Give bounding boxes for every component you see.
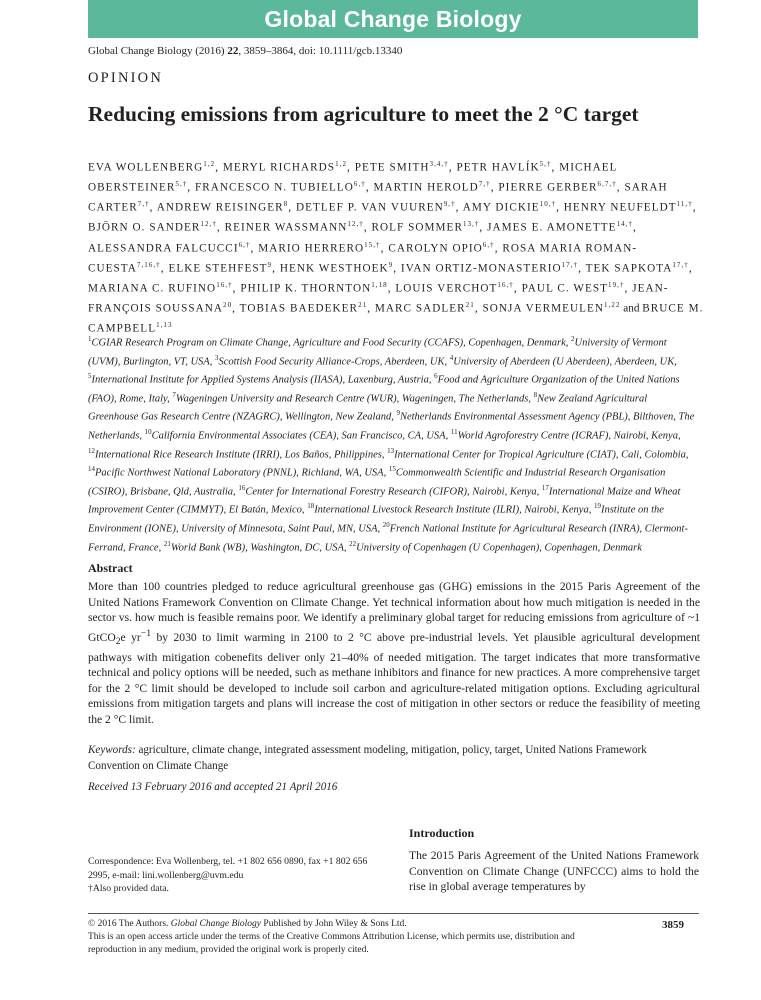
- affiliation-text: Commonwealth Scientific and Industrial Research Organisation (CSIRO), Brisbane, Qld, Australia,: [88, 467, 666, 498]
- affiliation-text: International Rice Research Institute (IRRI), Los Baños, Philippines,: [95, 449, 385, 461]
- affiliation-text: Pacific Northwest National Laboratory (PNNL), Richland, WA, USA,: [95, 467, 387, 479]
- author-affiliation-marker: 17,†: [561, 260, 579, 269]
- page-number: 3859: [662, 919, 684, 931]
- author-affiliation-marker: 7,16,†: [136, 260, 161, 269]
- affiliation-number: 20: [382, 520, 390, 529]
- author-affiliation-marker: 14,†: [616, 220, 633, 229]
- author-affiliation-marker: 10,†: [539, 200, 557, 209]
- author-name: MARIO HERRERO: [258, 242, 365, 255]
- author-name: ROLF SOMMER: [371, 222, 463, 235]
- author-affiliation-marker: 8: [283, 200, 289, 209]
- abstract-text: More than 100 countries pledged to reduce agricultural greenhouse gas (GHG) emissions in the 2015 Paris Agreement of the United Nations Framework Convention on Climate Change. Yet technical information about how much mitigation is needed in the sector vs. how much is feasible remains poor. We identify a preliminary global target for reducing emissions from agriculture of ~1 GtCO: [88, 580, 700, 644]
- author-name: PHILIP K. THORNTON: [240, 282, 372, 295]
- abstract-body: [88, 579, 700, 728]
- author-name: MARC SADLER: [374, 302, 466, 315]
- abstract-superscript: −1: [140, 627, 152, 639]
- affiliation-text: New Zealand Agricultural Greenhouse Gas Research Centre (NZAGRC), Wellington, New Zealand,: [88, 393, 648, 423]
- affiliation-number: 10: [144, 427, 152, 436]
- author-affiliation-marker: 1,2: [335, 160, 347, 168]
- author-name: ROSA MARIA ROMAN-CUESTA: [88, 242, 638, 275]
- citation-journal: Global Change Biology: [88, 45, 193, 57]
- author-name: CAROLYN OPIO: [388, 242, 483, 255]
- author-affiliation-marker: 7,†: [137, 200, 150, 209]
- citation-pages-doi: , 3859–3864, doi: 10.1111/gcb.13340: [238, 45, 403, 57]
- affiliation-text: Institute on the Environment (IONE), University of Minnesota, Saint Paul, MN, USA,: [88, 504, 664, 535]
- affiliation-number: 12: [88, 446, 95, 455]
- affiliation-number: 3: [214, 353, 219, 362]
- author-list: EVA WOLLENBERG$^{1,2}$, MERYL RICHARDS$^{1,2}$, PETE $SMITH^{3,4,\dagger}$, PETR $HAVLÍK^{5,\dagger}$, MICHAEL $OBERSTEINER^{5,\dagger}$, FRANCESCO N. $TUBIELLO^{6,\dagger}$, MARTIN $HEROLD^{7,\dagger}$, PIERRE $GERBER^{6,7,\dagger}$, SARAH $CARTER^{7,\dagger}$, ANDREW REISINGER$^8$, DETLEF P. VAN $VUUREN^{9,\dagger}$, AMY $DICKIE^{10,\dagger}$, HENRY $NEUFELDT^{11,\dagger}$, BJÖRN O. $SANDER^{12,\dagger}$, REINER $WASSMANN^{12,\dagger}$, ROLF $SOMMER^{13,\dagger}$, JAMES E. $AMONETTE^{14,\dagger}$, ALESSANDRA $FALCUCCI^{6,\dagger}$, MARIO $HERRERO^{15,\dagger}$, CAROLYN $OPIO^{6,\dagger}$, ROSA MARIA ROMAN-$CUESTA^{7,16,\dagger}$, ELKE STEHFEST$^9$, HENK WESTHOEK$^9$, IVAN ORTIZ-$MONASTERIO^{17,\dagger}$, TEK $SAPKOTA^{17,\dagger}$, MARIANA C. $RUFINO^{16,\dagger}$, PHILIP K. THORNTON$^{1,18}$, LOUIS $VERCHOT^{16,\dagger}$, PAUL C. $WEST^{19,\dagger}$, JEAN-FRANÇOIS SOUSSANA$^{20}$, TOBIAS BAEDEKER$^{21}$, MARC SADLER$^{21}$, SONJA VERMEULEN$^{1,22}$ and BRUCE M. CAMPBELL$^{1,13}$: [88, 160, 704, 335]
- affiliation-number: 8: [533, 390, 538, 399]
- author-name: REINER WASSMANN: [224, 222, 348, 235]
- copyright-journal: Global Change Biology: [170, 919, 262, 929]
- author-affiliation-marker: 1,13: [156, 321, 173, 330]
- affiliation-number: 1: [88, 335, 92, 343]
- author-name: BJÖRN O. SANDER: [88, 222, 201, 235]
- affiliation-number: 2: [571, 335, 575, 343]
- affiliation-text: University of Vermont (UVM), Burlington, VT, USA,: [88, 337, 667, 368]
- author-name: MICHAEL OBERSTEINER: [88, 161, 618, 194]
- author-name: HENK WESTHOEK: [279, 262, 389, 275]
- affiliation-text: University of Aberdeen (U Aberdeen), Aberdeen, UK,: [453, 356, 677, 368]
- affiliation-number: 14: [88, 465, 95, 474]
- affiliation-text: World Agroforestry Centre (ICRAF), Nairobi, Kenya,: [457, 430, 681, 442]
- affiliation-number: 22: [349, 539, 357, 548]
- affiliation-text: International Maize and Wheat Improvement Center (CIMMYT), El Batán, Mexico,: [88, 486, 681, 516]
- affiliation-number: 9: [396, 409, 400, 418]
- author-name: JAMES E. AMONETTE: [487, 222, 617, 235]
- keywords-label: Keywords:: [88, 744, 136, 756]
- author-name: IVAN ORTIZ-MONASTERIO: [400, 262, 562, 275]
- received-date: Received 13 February 2016 and accepted 21 April 2016: [88, 781, 338, 793]
- author-affiliation-marker: 15,†: [364, 240, 381, 249]
- affiliations: [88, 332, 700, 555]
- affiliation-text: Wageningen University and Research Centre (WUR), Wageningen, The Netherlands,: [175, 393, 531, 405]
- author-name: AMY DICKIE: [462, 202, 540, 215]
- author-affiliation-marker: 6,†: [482, 240, 495, 249]
- introduction-text: The 2015 Paris Agreement of the United Nations Framework Convention on Climate Change (UNFCCC) aims to hold the rise in global average temperatures by: [409, 849, 699, 894]
- affiliation-number: 16: [238, 483, 246, 492]
- affiliation-text: Netherlands Environmental Assessment Agency (PBL), Bilthoven, The Netherlands,: [88, 411, 695, 442]
- affiliation-text: California Environmental Associates (CEA), San Francisco, CA, USA,: [151, 430, 449, 442]
- author-name: SONJA VERMEULEN: [482, 302, 605, 315]
- author-affiliation-marker: 16,†: [216, 280, 233, 289]
- author-affiliation-marker: 9: [388, 260, 394, 269]
- footer: [88, 918, 618, 958]
- author-affiliation-marker: 9: [267, 260, 273, 269]
- author-affiliation-marker: 19,†: [608, 280, 625, 289]
- authors-and: and: [620, 302, 643, 315]
- abstract-text: e yr: [120, 630, 141, 644]
- author-affiliation-marker: 6,7,†: [597, 180, 617, 189]
- journal-banner: [88, 0, 698, 38]
- correspondence: [88, 855, 378, 896]
- affiliation-number: 21: [163, 539, 171, 548]
- author-name: MERYL RICHARDS: [222, 161, 336, 174]
- author-name: EVA WOLLENBERG: [88, 161, 204, 174]
- author-affiliation-marker: 1,22: [604, 300, 621, 309]
- abstract-text: by 2030 to limit warming in 2100 to 2 °C above pre-industrial levels. Yet plausible agricultural development pathways with mitigation cobenefits deliver only 21–40% of needed mitigation. The target indicates that more transformative technical and policy options will be needed, such as methane inhibitors and finance for new practices. A more comprehensive target for the 2 °C limit should be developed to include soil carbon and agriculture-related mitigation options. Excluding agricultural emissions from mitigation targets and plans will increase the cost of mitigation in other sectors or reduce the feasibility of meeting the 2 °C limit.: [88, 630, 700, 726]
- author-affiliation-marker: 21: [358, 300, 368, 309]
- author-affiliation-marker: 20: [223, 300, 233, 309]
- author-affiliation-marker: 12,†: [347, 220, 364, 229]
- author-affiliation-marker: 1,2: [203, 160, 216, 168]
- affiliation-number: 19: [593, 502, 601, 511]
- author-name: JEAN-FRANÇOIS SOUSSANA: [88, 282, 669, 315]
- author-affiliation-marker: 3,4,†: [429, 160, 449, 168]
- footer-copyright: [88, 918, 618, 931]
- footer-divider: [88, 913, 699, 914]
- journal-banner-title: Global Change Biology: [264, 5, 522, 32]
- author-affiliation-marker: 7,†: [478, 180, 491, 189]
- copyright-text: © 2016 The Authors.: [88, 919, 169, 929]
- affiliation-number: 11: [450, 427, 458, 436]
- citation-volume: 22: [227, 45, 239, 57]
- author-name: PETR HAVLÍK: [456, 161, 540, 174]
- keywords: [88, 743, 700, 774]
- affiliation-text: International Livestock Research Institute (ILRI), Nairobi, Kenya,: [314, 504, 592, 516]
- author-affiliation-marker: 17,†: [672, 260, 689, 269]
- author-name: SARAH CARTER: [88, 181, 668, 215]
- author-affiliation-marker: 12,†: [200, 220, 217, 229]
- affiliation-text: French National Institute for Agricultural Research (INRA), Clermont-Ferrand, France,: [88, 523, 688, 554]
- keywords-text: agriculture, climate change, integrated assessment modeling, mitigation, policy, target, United Nations Framework Convention on Climate Change: [88, 744, 647, 772]
- abstract-subscript: 2: [115, 635, 121, 647]
- affiliation-text: Scottish Food Security Alliance-Crops, Aberdeen, UK,: [218, 356, 448, 368]
- affiliation-text: CGIAR Research Program on Climate Change, Agriculture and Food Security (CCAFS), Copenhagen, Denmark,: [91, 337, 569, 349]
- author-name: PETE SMITH: [354, 161, 430, 174]
- citation-year: (2016): [195, 45, 225, 57]
- author-name: BRUCE M. CAMPBELL: [88, 302, 704, 335]
- affiliation-text: International Center for Tropical Agriculture (CIAT), Cali, Colombia,: [394, 449, 689, 461]
- affiliation-number: 5: [88, 372, 92, 381]
- article-title: Reducing emissions from agriculture to meet the 2 °C target: [88, 102, 639, 126]
- affiliation-number: 18: [307, 502, 315, 511]
- copyright-publisher: Published by John Wiley & Sons Ltd.: [263, 919, 407, 929]
- author-name: MARIANA C. RUFINO: [88, 282, 217, 295]
- author-affiliation-marker: 5,†: [539, 160, 552, 168]
- author-name: ANDREW REISINGER: [156, 202, 284, 215]
- affiliation-text: International Institute for Applied Systems Analysis (IIASA), Laxenburg, Austria,: [91, 374, 432, 386]
- affiliation-number: 7: [172, 390, 176, 399]
- author-name: LOUIS VERCHOT: [395, 282, 498, 295]
- author-affiliation-marker: 1,18: [371, 280, 388, 289]
- section-label: OPINION: [88, 70, 164, 86]
- affiliation-number: 17: [541, 483, 549, 492]
- affiliation-text: World Bank (WB), Washington, DC, USA,: [170, 542, 347, 554]
- affiliation-number: 15: [388, 465, 396, 474]
- author-name: FRANCESCO N. TUBIELLO: [195, 181, 354, 194]
- affiliation-number: 4: [449, 353, 454, 362]
- author-name: PAUL C. WEST: [521, 282, 609, 295]
- author-name: TOBIAS BAEDEKER: [239, 302, 359, 315]
- author-name: DETLEF P. VAN VUUREN: [295, 202, 444, 215]
- author-affiliation-marker: 16,†: [497, 280, 514, 289]
- author-affiliation-marker: 21: [465, 300, 475, 309]
- author-name: TEK SAPKOTA: [585, 262, 673, 275]
- affiliation-text: Food and Agriculture Organization of the United Nations (FAO), Rome, Italy,: [88, 374, 680, 405]
- author-affiliation-marker: 6,†: [353, 180, 366, 189]
- affiliation-number: 6: [434, 372, 438, 381]
- affiliation-text: University of Copenhagen (U Copenhagen), Copenhagen, Denmark: [356, 542, 642, 554]
- author-affiliation-marker: 6,†: [238, 240, 251, 249]
- author-affiliation-marker: 13,†: [462, 220, 480, 229]
- affiliation-text: Center for International Forestry Research (CIFOR), Nairobi, Kenya,: [245, 486, 540, 498]
- citation-line: [88, 45, 402, 57]
- author-affiliation-marker: 11,†: [676, 200, 693, 209]
- affiliation-number: 13: [387, 446, 395, 455]
- introduction-heading: Introduction: [409, 826, 475, 840]
- author-name: PIERRE GERBER: [498, 181, 598, 194]
- author-name: ALESSANDRA FALCUCCI: [88, 242, 239, 255]
- author-name: HENRY NEUFELDT: [563, 202, 677, 215]
- author-affiliation-marker: 9,†: [443, 200, 456, 209]
- author-name: MARTIN HEROLD: [373, 181, 479, 194]
- author-affiliation-marker: 5,†: [175, 180, 188, 189]
- correspondence-line: Correspondence: Eva Wollenberg, tel. +1 802 656 0890, fax +1 802 656 2995, e-mail: lini.wollenberg@uvm.edu: [88, 856, 368, 881]
- correspondence-note: †Also provided data.: [88, 883, 169, 895]
- abstract-heading: Abstract: [88, 561, 133, 575]
- author-name: ELKE STEHFEST: [168, 262, 268, 275]
- footer-license: This is an open access article under the terms of the Creative Commons Attribution License, which permits use, distribution and reproduction in any medium, provided the original work is properly cited.: [88, 932, 575, 956]
